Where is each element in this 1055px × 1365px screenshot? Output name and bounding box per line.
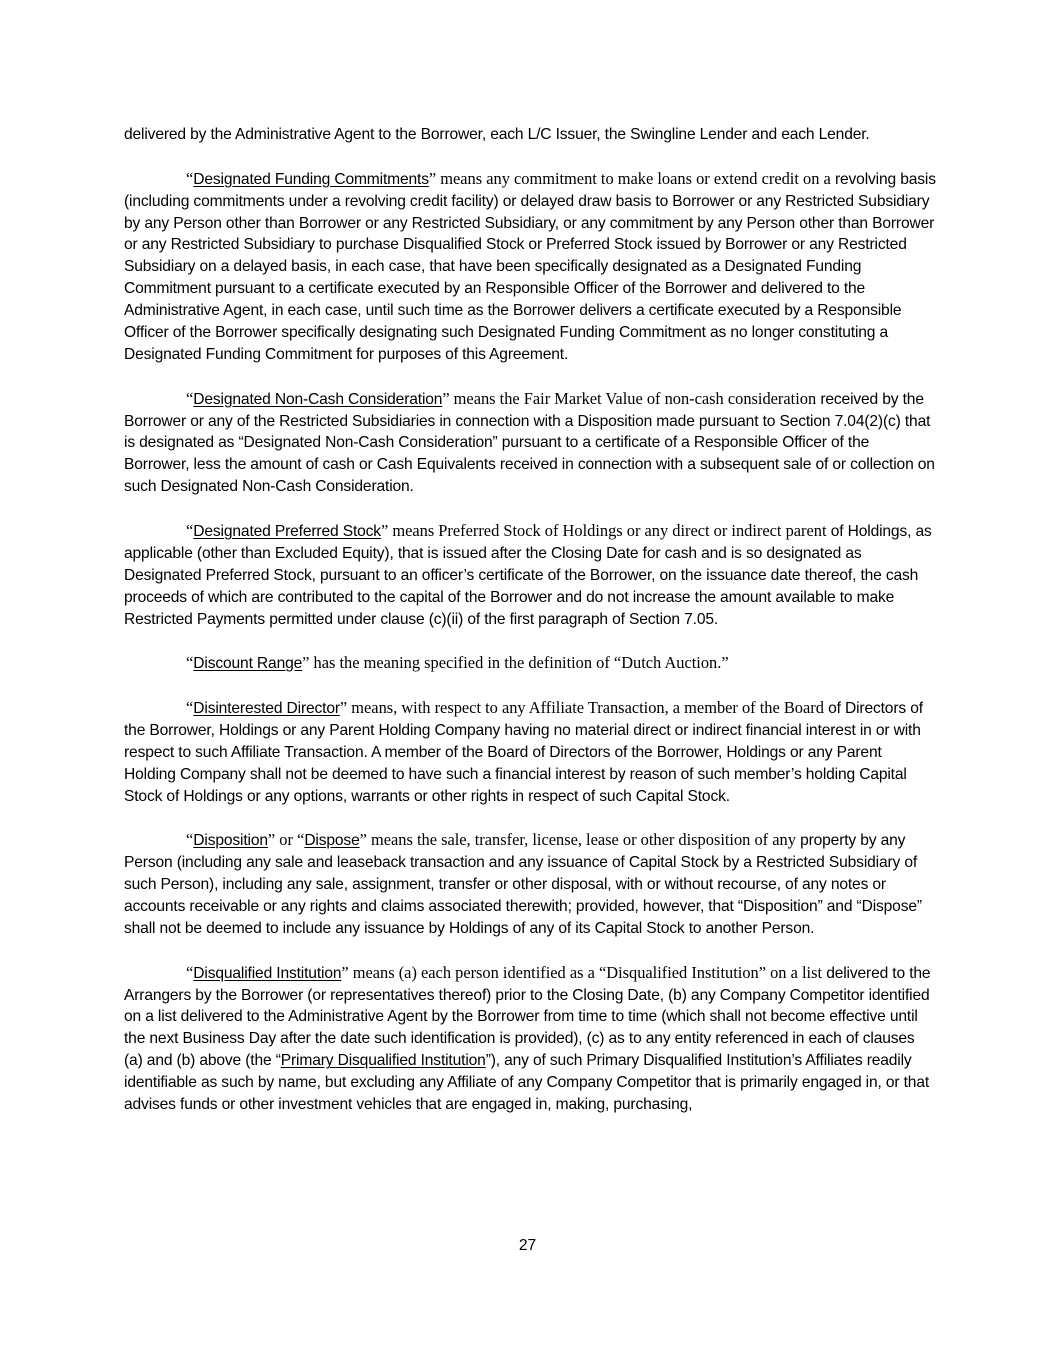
defined-term: Designated Funding Commitments: [193, 170, 429, 188]
definition-lead: ” means Preferred Stock of Holdings or any direct or indirect parent: [380, 520, 827, 540]
definition-designated-preferred-stock: [124, 520, 936, 631]
defined-term: Designated Non-Cash Consideration: [193, 390, 443, 408]
definition-text: delivered to the Arrangers by the Borrower (or representatives thereof) prior to the Closing Date, (b) any Company Competitor identified on a list delivered to the Administrative Agent by the Borrower from time to time (which shall not become effective until the next Business Day after the date such identification is provided), (c) as to any entity referenced in each of clauses (a) and (b) above (the “: [124, 964, 931, 1070]
intro-paragraph: [124, 124, 936, 146]
defined-term: Designated Preferred Stock: [193, 522, 381, 540]
definition-text: ”), any of such Primary Disqualified Institution’s Affiliates readily identifiable as such by name, but excluding any Affiliate of any Company Competitor that is primarily engaged in, or that advises funds or other investment vehicles that are engaged in, making, purchasing,: [124, 1052, 930, 1114]
term-connector: ” or “: [267, 830, 305, 850]
definition-text: revolving basis (including commitments under a revolving credit facility) or delayed draw basis to Borrower or any Restricted Subsidiary by any Person other than Borrower or any Restricted Subsidiary, or any commitment by any Person other than Borrower or any Restricted Subsidiary to purchase Disqualified Stock or Preferred Stock issued by Borrower or any Restricted Subsidiary on a delayed basis, in each case, that have been specifically designated as a Designated Funding Commitment pursuant to a certificate executed by an Responsible Officer of the Borrower and delivered to the Administrative Agent, in each case, until such time as the Borrower delivers a certificate executed by a Responsible Officer of the Borrower specifically designating such Designated Funding Commitment as no longer constituting a Designated Funding Commitment for purposes of this Agreement.: [124, 170, 936, 363]
open-quote: “: [186, 698, 194, 718]
definition-lead: ” has the meaning specified in the definition of “Dutch Auction.”: [302, 653, 729, 673]
definition-designated-funding-commitments: [124, 168, 936, 366]
defined-term: Disqualified Institution: [193, 964, 342, 982]
definition-discount-range: [124, 652, 936, 675]
definition-lead: ” means the sale, transfer, license, lease or other disposition of any: [359, 830, 796, 850]
definition-lead: ” means the Fair Market Value of non-cash consideration: [442, 388, 817, 408]
open-quote: “: [186, 520, 194, 540]
open-quote: “: [186, 830, 194, 850]
definition-text: property by any Person (including any sale and leaseback transaction and any issuance of Capital Stock by a Restricted Subsidiary of such Person), including any sale, assignment, transfer or other disposal, with or without recourse, of any notes or accounts receivable or any rights and claims associated therewith; provided, however, that “Disposition” and “Dispose” shall not be deemed to include any issuance by Holdings of any of its Capital Stock to another Person.: [124, 832, 922, 937]
definition-lead: ” means (a) each person identified as a “Disqualified Institution” on a list: [341, 962, 823, 982]
definition-text: of Holdings, as applicable (other than Excluded Equity), that is issued after the Closing Date for cash and is so designated as Designated Preferred Stock, pursuant to an officer’s certificate of the Borrower, on the issuance date thereof, the cash proceeds of which are contributed to the capital of the Borrower and do not increase the amount available to make Restricted Payments permitted under clause (c)(ii) of the first paragraph of Section 7.05.: [124, 522, 932, 628]
open-quote: “: [186, 168, 194, 188]
page-number: 27: [518, 1237, 537, 1254]
definition-text: received by the Borrower or any of the Restricted Subsidiaries in connection with a Disposition made pursuant to Section 7.04(2)(c) that is designated as “Designated Non-Cash Consideration” pursuant to a certificate of a Responsible Officer of the Borrower, less the amount of cash or Cash Equivalents received in connection with a subsequent sale of or collection on such Designated Non-Cash Consideration.: [124, 390, 935, 496]
defined-term: Discount Range: [193, 655, 303, 673]
open-quote: “: [186, 388, 194, 408]
definition-disqualified-institution: [124, 962, 936, 1116]
open-quote: “: [186, 962, 194, 982]
defined-term: Dispose: [304, 832, 360, 850]
definition-disinterested-director: [124, 697, 936, 808]
open-quote: “: [186, 653, 194, 673]
definition-disposition: [124, 829, 936, 940]
definition-designated-non-cash-consideration: [124, 388, 936, 499]
document-body: [124, 124, 936, 1138]
definition-text: of Directors of the Borrower, Holdings or any Parent Holding Company having no material direct or indirect financial interest in or with respect to such Affiliate Transaction. A member of the Board of Directors of the Borrower, Holdings or any Parent Holding Company shall not be deemed to have such a financial interest by reason of such member’s holding Capital Stock of Holdings or any options, warrants or other rights in respect of such Capital Stock.: [124, 700, 923, 805]
definition-lead: ” means, with respect to any Affiliate Transaction, a member of the Board: [339, 698, 824, 718]
intro-text: delivered by the Administrative Agent to the Borrower, each L/C Issuer, the Swingline Lender and each Lender.: [124, 126, 870, 143]
defined-term: Disposition: [193, 832, 268, 850]
defined-term: Primary Disqualified Institution: [280, 1052, 486, 1070]
definition-lead: ” means any commitment to make loans or extend credit on a: [428, 168, 831, 188]
defined-term: Disinterested Director: [193, 700, 340, 718]
